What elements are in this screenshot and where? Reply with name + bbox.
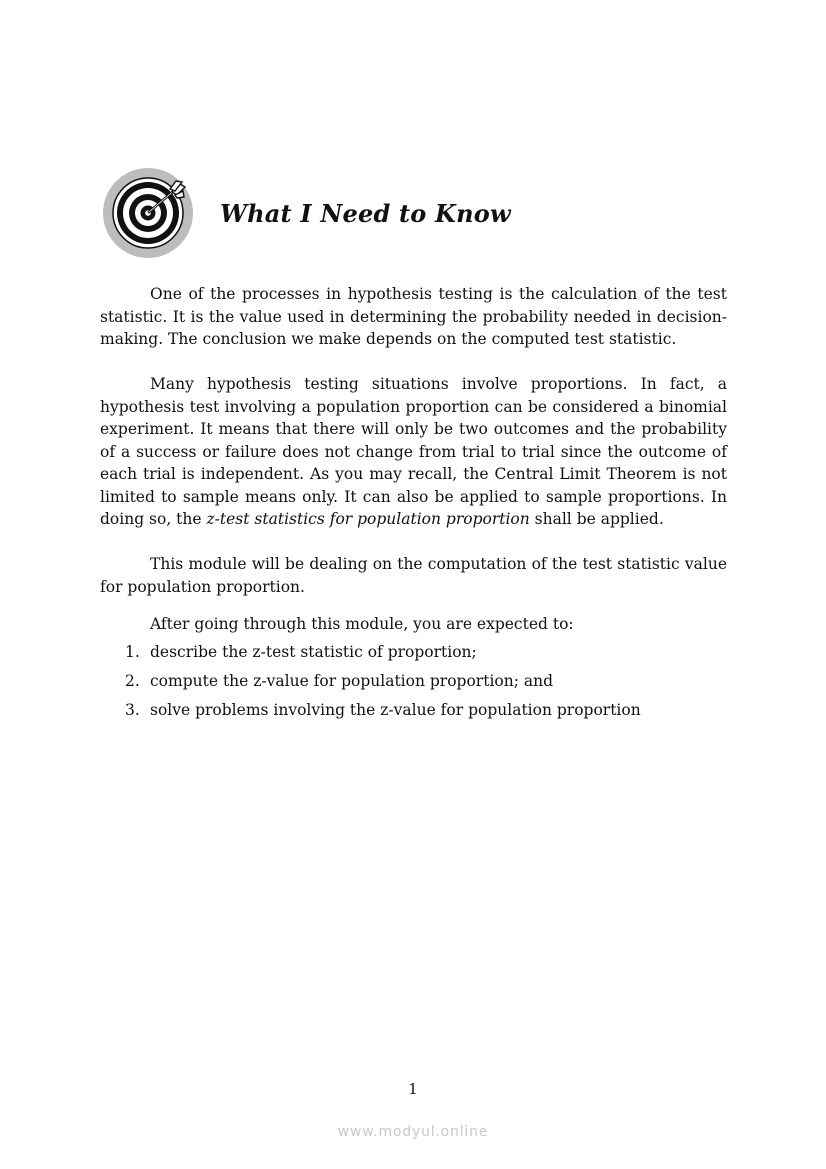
list-item-number: 3.	[125, 700, 140, 719]
paragraph-proportions	[100, 373, 727, 531]
list-item	[100, 667, 727, 696]
watermark-text: www.modyul.online	[337, 1124, 489, 1140]
objectives-list	[100, 638, 727, 725]
list-item-text: compute the z-value for population proportion; and	[150, 671, 554, 690]
page-number: 1	[408, 1080, 418, 1098]
body-content	[100, 283, 727, 725]
list-item-number: 2.	[125, 671, 140, 690]
emphasis-z-test-term: z-test statistics for population proportion	[206, 510, 530, 528]
section-header	[102, 167, 726, 261]
target-bullseye-icon	[102, 167, 194, 259]
list-item-text: solve problems involving the z-value for population proportion	[150, 700, 641, 719]
paragraph-proportions-text: Many hypothesis testing situations involve proportions. In fact, a hypothesis test involving a population proportion can be considered a binomial experiment. It means that there will only be two outcomes and the probability of a success or failure does not change from trial to trial since the outcome of each trial is independent. As you may recall, the Central Limit Theorem is not limited to sample means only. It can also be applied to sample proportions. In doing so, the	[100, 375, 727, 528]
list-item	[100, 638, 727, 667]
list-item-number: 1.	[125, 642, 140, 661]
list-item	[100, 696, 727, 725]
section-title: What I Need to Know	[220, 199, 511, 228]
paragraph-proportions-end: shall be applied.	[529, 510, 664, 528]
list-item-text: describe the z-test statistic of proportion;	[150, 642, 477, 661]
paragraph-intro: One of the processes in hypothesis testing is the calculation of the test statistic. It is the value used in determining the probability needed in decision-making. The conclusion we make depends on the computed test statistic.	[100, 285, 727, 348]
paragraph-module-scope: This module will be dealing on the computation of the test statistic value for population proportion.	[100, 555, 727, 596]
paragraph-expectations: After going through this module, you are expected to:	[150, 615, 574, 633]
